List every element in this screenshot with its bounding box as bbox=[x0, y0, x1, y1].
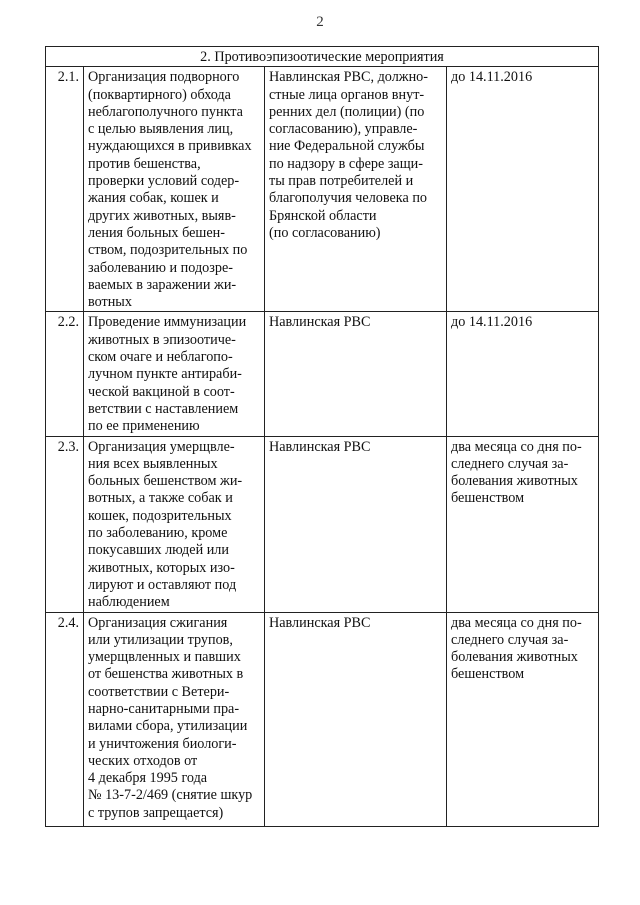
row-number: 2.1. bbox=[46, 67, 84, 312]
deadline-cell: два месяца со дня по- следнего случая за- болевания животных бешенством bbox=[447, 436, 599, 612]
table-row bbox=[46, 67, 599, 312]
measure-cell: Организация подворного (поквартирного) обхода неблагополучного пункта с целью выявления лиц, нуждающихся в прививках против бешенства, проверки условий содер- жания собак, кошек и других животных, выяв- ления больных бешен- ством, подозрительных по заболеванию и подозре- ваемых в заражении жи- вотных bbox=[84, 67, 265, 312]
deadline-cell: два месяца со дня по- следнего случая за- болевания животных бешенством bbox=[447, 612, 599, 826]
table-row bbox=[46, 312, 599, 436]
table-row bbox=[46, 612, 599, 826]
measures-table bbox=[45, 46, 599, 827]
row-number: 2.4. bbox=[46, 612, 84, 826]
deadline-cell: до 14.11.2016 bbox=[447, 312, 599, 436]
responsible-cell: Навлинская РВС bbox=[265, 312, 447, 436]
page-number: 2 bbox=[316, 14, 324, 30]
section-title: 2. Противоэпизоотические мероприятия bbox=[46, 47, 599, 67]
responsible-cell: Навлинская РВС bbox=[265, 436, 447, 612]
section-header-row bbox=[46, 47, 599, 67]
row-number: 2.3. bbox=[46, 436, 84, 612]
deadline-cell: до 14.11.2016 bbox=[447, 67, 599, 312]
responsible-cell: Навлинская РВС, должно- стные лица органов внут- ренних дел (полиции) (по согласованию), управле- ние Федеральной службы по надзору в сфере защи- ты прав потребителей и благополучия человека по Брянской области (по согласованию) bbox=[265, 67, 447, 312]
table-row bbox=[46, 436, 599, 612]
measure-cell: Организация сжигания или утилизации трупов, умерщвленных и павших от бешенства животных в соответствии с Ветери- нарно-санитарными пра- вилами сбора, утилизации и уничтожения биологи- ческих отходов от 4 декабря 1995 года № 13-7-2/469 (снятие шкур с трупов запрещается) bbox=[84, 612, 265, 826]
responsible-cell: Навлинская РВС bbox=[265, 612, 447, 826]
measure-cell: Проведение иммунизации животных в эпизоотиче- ском очаге и неблагопо- лучном пункте антираби- ческой вакциной в соот- ветствии с наставлением по ее применению bbox=[84, 312, 265, 436]
row-number: 2.2. bbox=[46, 312, 84, 436]
measure-cell: Организация умерщвле- ния всех выявленных больных бешенством жи- вотных, а также собак и кошек, подозрительных по заболеванию, кроме покусавших людей или животных, которых изо- лируют и оставляют под наблюдением bbox=[84, 436, 265, 612]
